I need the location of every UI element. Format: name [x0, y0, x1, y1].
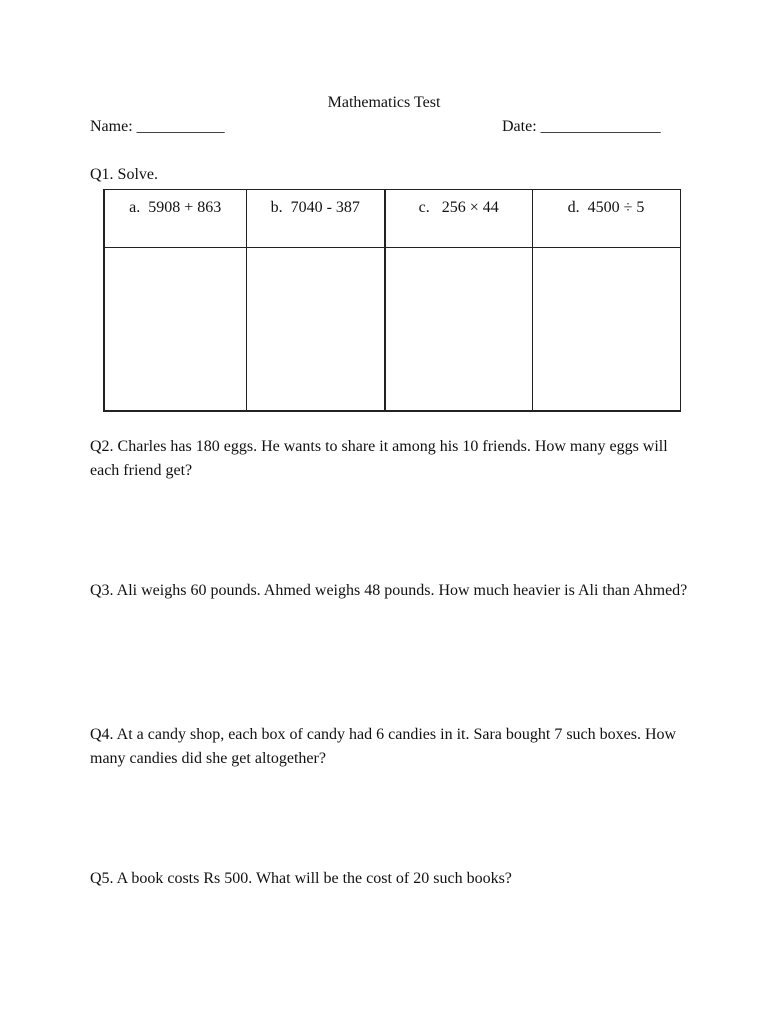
- question-q4: Q4. At a candy shop, each box of candy had 6 candies in it. Sara bought 7 such boxes. How many candies did she get altogether?: [90, 726, 677, 767]
- answer-row: [104, 248, 680, 412]
- q1-label: Q1. Solve.: [90, 166, 158, 183]
- problem-b: [247, 190, 385, 217]
- page-title: Mathematics Test: [327, 94, 441, 111]
- question-q2: Q2. Charles has 180 eggs. He wants to share it among his 10 friends. How many eggs will each friend get?: [90, 438, 668, 479]
- problem-d: [533, 190, 680, 217]
- problem-letter: d.: [567, 199, 580, 216]
- problem-letter: c.: [418, 199, 430, 216]
- question-q5: Q5. A book costs Rs 500. What will be the cost of 20 such books?: [90, 870, 512, 887]
- problem-cell-b: [246, 190, 385, 248]
- q1-problem-table: [103, 189, 681, 412]
- answer-cell-d[interactable]: [532, 248, 680, 412]
- name-field-line: Name: ___________: [90, 118, 225, 135]
- problem-letter: a.: [129, 199, 141, 216]
- problem-cell-c: [385, 190, 532, 248]
- problem-expression: 5908 + 863: [148, 199, 222, 216]
- answer-cell-c[interactable]: [385, 248, 532, 412]
- answer-cell-a[interactable]: [104, 248, 246, 412]
- question-q3: Q3. Ali weighs 60 pounds. Ahmed weighs 48 pounds. How much heavier is Ali than Ahmed?: [90, 582, 688, 599]
- problem-expression: 4500 ÷ 5: [587, 199, 645, 216]
- problem-c: [386, 190, 532, 217]
- answer-cell-b[interactable]: [246, 248, 385, 412]
- problem-row: [104, 190, 680, 248]
- problem-cell-d: [532, 190, 680, 248]
- date-field-line: Date: _______________: [502, 118, 661, 135]
- problem-a: [105, 190, 246, 217]
- problem-cell-a: [104, 190, 246, 248]
- problem-letter: b.: [270, 199, 283, 216]
- problem-expression: 7040 - 387: [290, 199, 360, 216]
- problem-expression: 256 × 44: [441, 199, 499, 216]
